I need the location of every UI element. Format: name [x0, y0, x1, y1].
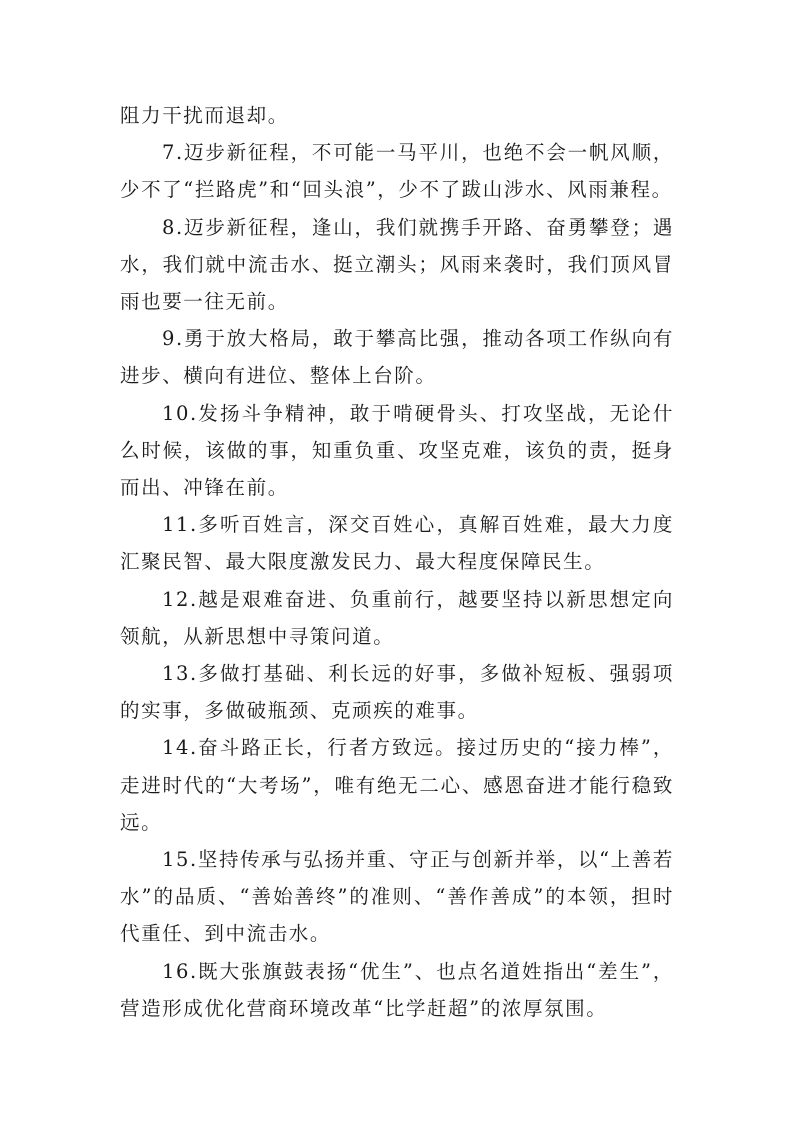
- paragraph-item-9: 9.勇于放大格局，敢于攀高比强，推动各项工作纵向有进步、横向有进位、整体上台阶。: [120, 327, 674, 388]
- paragraph-item-11: 11.多听百姓言，深交百姓心，真解百姓难，最大力度汇聚民智、最大限度激发民力、最大程度保障民生。: [120, 513, 674, 574]
- paragraph-item-12: 12.越是艰难奋进、负重前行，越要坚持以新思想定向领航，从新思想中寻策问道。: [120, 587, 674, 648]
- paragraph-item-16: 16.既大张旗鼓表扬“优生”、也点名道姓指出“差生”，营造形成优化营商环境改革“比学赶超”的浓厚氛围。: [120, 959, 674, 1020]
- paragraph-item-14: 14.奋斗路正长，行者方致远。接过历史的“接力棒”，走进时代的“大考场”，唯有绝无二心、感恩奋进才能行稳致远。: [120, 736, 674, 834]
- paragraph-continuation: 阻力干扰而退却。: [120, 104, 289, 127]
- paragraph-item-15: 15.坚持传承与弘扬并重、守正与创新并举，以“上善若水”的品质、“善始善终”的准则、“善作善成”的本领，担时代重任、到中流击水。: [120, 848, 674, 946]
- document-body: [120, 97, 674, 1027]
- paragraph-item-10: 10.发扬斗争精神，敢于啃硬骨头、打攻坚战，无论什么时候，该做的事，知重负重、攻坚克难，该负的责，挺身而出、冲锋在前。: [120, 401, 674, 500]
- paragraph-item-13: 13.多做打基础、利长远的好事，多做补短板、强弱项的实事，多做破瓶颈、克顽疾的难事。: [120, 662, 674, 723]
- paragraph-item-8: 8.迈步新征程，逢山，我们就携手开路、奋勇攀登；遇水，我们就中流击水、挺立潮头；风雨来袭时，我们顶风冒雨也要一往无前。: [120, 215, 674, 314]
- paragraph-item-7: 7.迈步新征程，不可能一马平川，也绝不会一帆风顺，少不了“拦路虎”和“回头浪”，少不了跋山涉水、风雨兼程。: [120, 141, 674, 202]
